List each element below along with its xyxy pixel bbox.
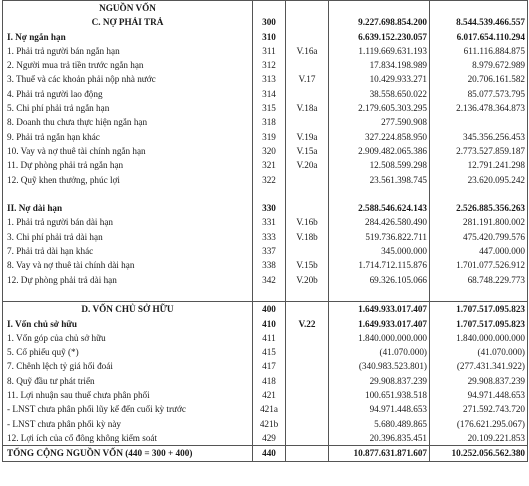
item-code: 321	[253, 158, 286, 172]
item-note: V.20a	[286, 158, 329, 172]
value-previous: 85.077.573.795	[430, 87, 528, 101]
table-row	[3, 302, 528, 317]
item-name: - LNST chưa phân phối kỳ này	[3, 417, 253, 431]
item-name: 9. Phải trả ngắn hạn khác	[3, 130, 253, 144]
item-code: 400	[253, 302, 286, 317]
item-note	[286, 359, 329, 373]
value-current: 6.639.152.230.057	[329, 30, 430, 44]
item-code: 415	[253, 345, 286, 359]
section-heading: NGUỒN VỐN	[3, 1, 253, 16]
table-row	[3, 173, 528, 187]
item-note	[286, 15, 329, 29]
item-note: V.16b	[286, 215, 329, 229]
item-name: I. Nợ ngắn hạn	[3, 30, 253, 44]
item-name: 8. Doanh thu chưa thực hiện ngắn hạn	[3, 115, 253, 129]
value-previous: 1.701.077.526.912	[430, 258, 528, 272]
value-previous: 94.971.448.653	[430, 388, 528, 402]
table-row	[3, 388, 528, 402]
value-current: 10.429.933.271	[329, 72, 430, 86]
item-name: 11. Lợi nhuận sau thuế chưa phân phối	[3, 388, 253, 402]
item-name: 10. Vay và nợ thuê tài chính ngắn hạn	[3, 144, 253, 158]
item-note	[286, 115, 329, 129]
value-current: (41.070.000)	[329, 345, 430, 359]
item-note	[286, 173, 329, 187]
item-note: V.22	[286, 317, 329, 331]
value-previous: (176.621.295.067)	[430, 417, 528, 431]
item-name: 11. Dự phòng phải trả ngắn hạn	[3, 158, 253, 172]
item-note	[286, 446, 329, 461]
value-previous: 10.252.056.562.380	[430, 446, 528, 461]
value-previous: 6.017.654.110.294	[430, 30, 528, 44]
item-note: V.18b	[286, 230, 329, 244]
item-code: 320	[253, 144, 286, 158]
table-row	[3, 374, 528, 388]
item-name: D. VỐN CHỦ SỞ HỮU	[3, 302, 253, 317]
value-current: 10.877.631.871.607	[329, 446, 430, 461]
value-previous: 1.707.517.095.823	[430, 317, 528, 331]
item-code: 313	[253, 72, 286, 86]
item-code: 314	[253, 87, 286, 101]
value-current: 2.588.546.624.143	[329, 201, 430, 215]
table-row	[3, 30, 528, 44]
value-current	[329, 287, 430, 302]
value-current: 1.840.000.000.000	[329, 331, 430, 345]
item-note	[286, 402, 329, 416]
item-name: I. Vốn chủ sở hữu	[3, 317, 253, 331]
item-name: 1. Vốn góp của chủ sở hữu	[3, 331, 253, 345]
value-current: 100.651.938.518	[329, 388, 430, 402]
item-code: 300	[253, 15, 286, 29]
item-name: 7. Chênh lệch tỷ giá hối đoái	[3, 359, 253, 373]
table-row	[3, 345, 528, 359]
table-row	[3, 44, 528, 58]
table-row	[3, 417, 528, 431]
item-code: 337	[253, 244, 286, 258]
value-current: 5.680.489.865	[329, 417, 430, 431]
value-current: 17.834.198.989	[329, 58, 430, 72]
item-note: V.19a	[286, 130, 329, 144]
spacer-row	[3, 187, 528, 201]
table-row	[3, 58, 528, 72]
item-name: 8. Vay và nợ thuê tài chính dài hạn	[3, 258, 253, 272]
item-name: 3. Chi phí phải trả dài hạn	[3, 230, 253, 244]
value-current: 2.179.605.303.295	[329, 101, 430, 115]
value-current: 284.426.580.490	[329, 215, 430, 229]
item-note	[286, 331, 329, 345]
value-current: 277.590.908	[329, 115, 430, 129]
item-code: 312	[253, 58, 286, 72]
table-row	[3, 258, 528, 272]
value-current: 69.326.105.066	[329, 273, 430, 287]
item-code: 429	[253, 431, 286, 446]
item-note	[286, 302, 329, 317]
value-current: 1.649.933.017.407	[329, 302, 430, 317]
value-current: 9.227.698.854.200	[329, 15, 430, 29]
value-current: 12.508.599.298	[329, 158, 430, 172]
item-name: 5. Chi phí phải trả ngắn hạn	[3, 101, 253, 115]
value-previous: 447.000.000	[430, 244, 528, 258]
value-previous: 2.136.478.364.873	[430, 101, 528, 115]
empty-cell	[286, 1, 329, 16]
item-code	[253, 187, 286, 201]
item-code: 319	[253, 130, 286, 144]
value-previous: 475.420.799.576	[430, 230, 528, 244]
spacer-row	[3, 287, 528, 302]
value-current: 2.909.482.065.386	[329, 144, 430, 158]
value-previous: 345.356.256.453	[430, 130, 528, 144]
item-note	[286, 388, 329, 402]
item-name: 2. Người mua trả tiền trước ngắn hạn	[3, 58, 253, 72]
item-note: V.20b	[286, 273, 329, 287]
item-name: 1. Phải trả người bán ngắn hạn	[3, 44, 253, 58]
value-current: 519.736.822.711	[329, 230, 430, 244]
item-name	[3, 187, 253, 201]
item-name: 7. Phải trả dài hạn khác	[3, 244, 253, 258]
value-previous	[430, 115, 528, 129]
value-current: (340.983.523.801)	[329, 359, 430, 373]
table-row	[3, 431, 528, 446]
value-previous: 2.526.885.356.263	[430, 201, 528, 215]
value-current: 1.119.669.631.193	[329, 44, 430, 58]
item-code: 330	[253, 201, 286, 215]
item-name: C. NỢ PHẢI TRẢ	[3, 15, 253, 29]
item-name: 12. Quỹ khen thưởng, phúc lợi	[3, 173, 253, 187]
item-code: 440	[253, 446, 286, 461]
item-note	[286, 374, 329, 388]
item-code: 421	[253, 388, 286, 402]
value-previous: 1.707.517.095.823	[430, 302, 528, 317]
item-note: V.15a	[286, 144, 329, 158]
table-row	[3, 359, 528, 373]
value-previous: 12.791.241.298	[430, 158, 528, 172]
table-row	[3, 230, 528, 244]
item-name: 5. Cổ phiếu quỹ (*)	[3, 345, 253, 359]
value-current: 327.224.858.950	[329, 130, 430, 144]
empty-cell	[329, 1, 430, 16]
item-note: V.17	[286, 72, 329, 86]
table-row	[3, 72, 528, 86]
value-previous: 68.748.229.773	[430, 273, 528, 287]
item-note	[286, 58, 329, 72]
value-current: 23.561.398.745	[329, 173, 430, 187]
value-previous: (41.070.000)	[430, 345, 528, 359]
table-row	[3, 87, 528, 101]
item-code: 421a	[253, 402, 286, 416]
table-row	[3, 273, 528, 287]
balance-sheet-table	[2, 0, 528, 462]
table-row	[3, 317, 528, 331]
value-current: 1.649.933.017.407	[329, 317, 430, 331]
value-previous: 8.979.672.989	[430, 58, 528, 72]
item-name: 12. Lợi ích của cổ đông không kiểm soát	[3, 431, 253, 446]
value-previous: 29.908.837.239	[430, 374, 528, 388]
table-row	[3, 446, 528, 461]
item-code: 333	[253, 230, 286, 244]
item-note	[286, 431, 329, 446]
item-note	[286, 201, 329, 215]
item-code: 338	[253, 258, 286, 272]
item-code: 318	[253, 115, 286, 129]
item-note	[286, 287, 329, 302]
value-previous: 20.109.221.853	[430, 431, 528, 446]
item-name: 4. Phải trả người lao động	[3, 87, 253, 101]
table-row	[3, 130, 528, 144]
value-current	[329, 187, 430, 201]
value-current: 345.000.000	[329, 244, 430, 258]
item-code	[253, 287, 286, 302]
value-previous: 1.840.000.000.000	[430, 331, 528, 345]
item-note	[286, 30, 329, 44]
table-row	[3, 158, 528, 172]
item-name: TỔNG CỘNG NGUỒN VỐN (440 = 300 + 400)	[3, 446, 253, 461]
value-current: 38.558.650.022	[329, 87, 430, 101]
balance-sheet-body	[3, 1, 528, 462]
value-previous: 281.191.800.002	[430, 215, 528, 229]
value-previous: 23.620.095.242	[430, 173, 528, 187]
value-previous: (277.431.341.922)	[430, 359, 528, 373]
value-current: 20.396.835.451	[329, 431, 430, 446]
table-row	[3, 215, 528, 229]
item-note	[286, 345, 329, 359]
item-name: 12. Dự phòng phải trả dài hạn	[3, 273, 253, 287]
item-note	[286, 87, 329, 101]
item-name: II. Nợ dài hạn	[3, 201, 253, 215]
item-note	[286, 187, 329, 201]
table-row	[3, 115, 528, 129]
value-previous: 611.116.884.875	[430, 44, 528, 58]
value-current: 29.908.837.239	[329, 374, 430, 388]
item-note	[286, 244, 329, 258]
item-code: 418	[253, 374, 286, 388]
value-previous: 20.706.161.582	[430, 72, 528, 86]
value-previous	[430, 287, 528, 302]
item-code: 311	[253, 44, 286, 58]
value-previous: 8.544.539.466.557	[430, 15, 528, 29]
table-row	[3, 101, 528, 115]
item-note	[286, 417, 329, 431]
table-row	[3, 201, 528, 215]
value-previous: 2.773.527.859.187	[430, 144, 528, 158]
value-previous: 271.592.743.720	[430, 402, 528, 416]
item-code: 417	[253, 359, 286, 373]
table-row	[3, 331, 528, 345]
item-note: V.18a	[286, 101, 329, 115]
empty-cell	[430, 1, 528, 16]
item-name: 1. Phải trả người bán dài hạn	[3, 215, 253, 229]
item-code: 331	[253, 215, 286, 229]
item-code: 421b	[253, 417, 286, 431]
table-row	[3, 15, 528, 29]
empty-cell	[253, 1, 286, 16]
item-code: 310	[253, 30, 286, 44]
item-name: 8. Quỹ đầu tư phát triển	[3, 374, 253, 388]
item-code: 342	[253, 273, 286, 287]
value-current: 94.971.448.653	[329, 402, 430, 416]
section-heading-row	[3, 1, 528, 16]
item-name: - LNST chưa phân phối lũy kế đến cuối kỳ trước	[3, 402, 253, 416]
item-code: 322	[253, 173, 286, 187]
item-note: V.16a	[286, 44, 329, 58]
item-name	[3, 287, 253, 302]
table-row	[3, 402, 528, 416]
table-row	[3, 144, 528, 158]
item-note: V.15b	[286, 258, 329, 272]
table-row	[3, 244, 528, 258]
value-current: 1.714.712.115.876	[329, 258, 430, 272]
item-code: 411	[253, 331, 286, 345]
value-previous	[430, 187, 528, 201]
item-code: 315	[253, 101, 286, 115]
item-name: 3. Thuế và các khoản phải nộp nhà nước	[3, 72, 253, 86]
item-code: 410	[253, 317, 286, 331]
